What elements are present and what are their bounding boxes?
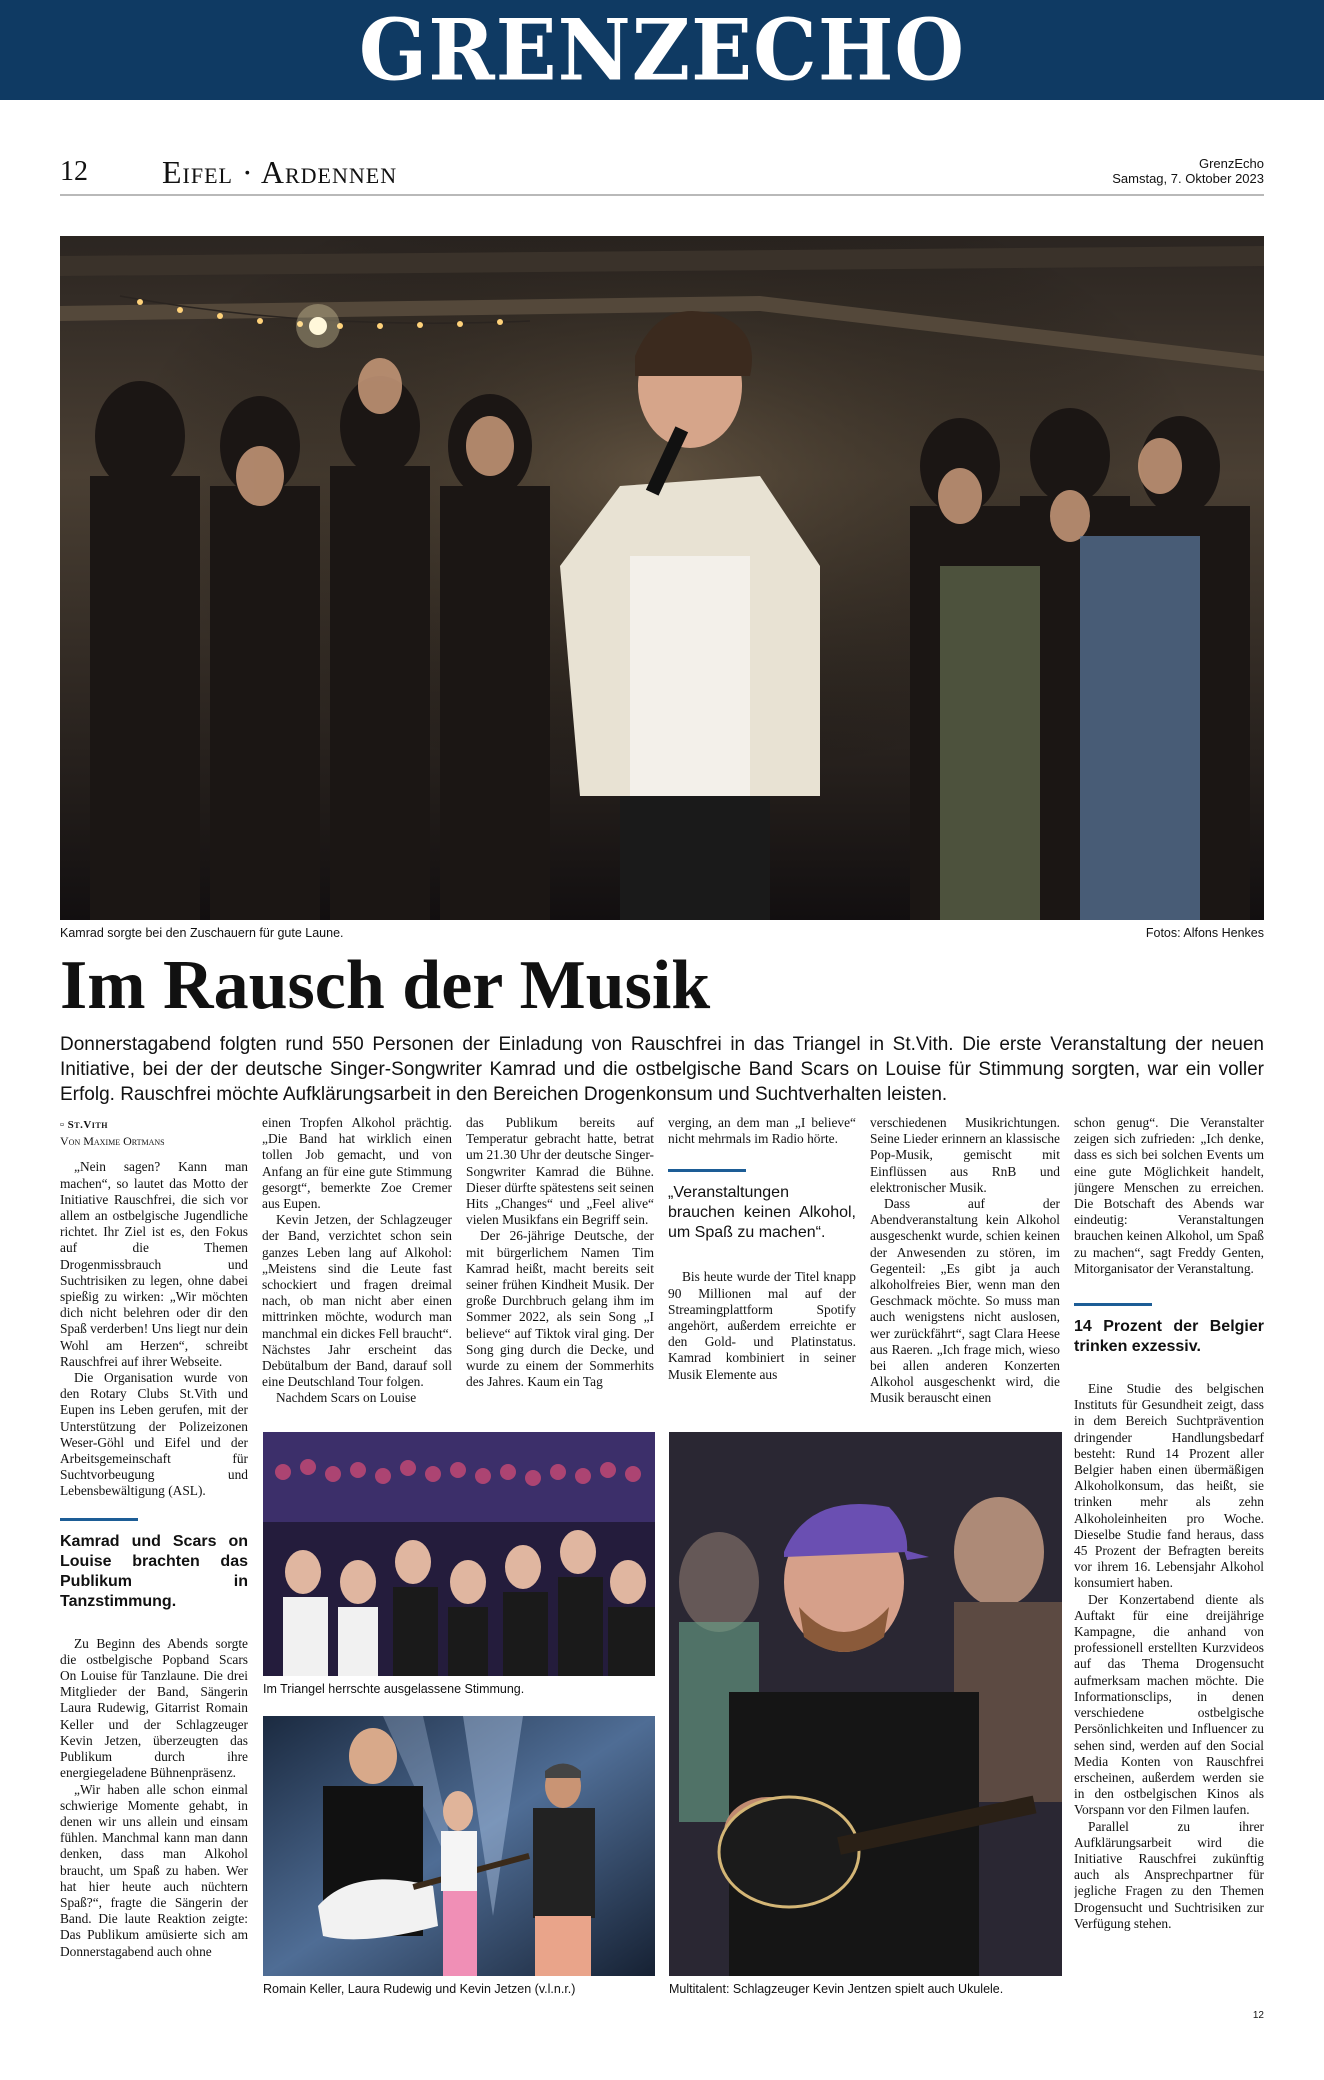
article-column-4 xyxy=(668,1115,856,1415)
section-title: Eifel · Ardennen xyxy=(162,154,398,190)
paragraph: Dass auf der Abendveranstaltung kein Alkohol ausgeschenkt wurde, schien keinen der Anwesenden zu stören, im Gegenteil: „Es gibt ja auch alkoholfreies Bier, wenn man den Geschmack möchte. So muss man auch wenigstens nicht auslosen, wer zurückfährt“, sagt Clara Heese aus Raeren. „Ich frage mich, wieso bei allen anderen Konzerten Alkohol ausgeschenkt wird, die Musik berauscht einen xyxy=(870,1196,1060,1406)
photo-credit: Fotos: Alfons Henkes xyxy=(1145,926,1264,940)
article-column-2 xyxy=(262,1115,452,1415)
paragraph: das Publikum bereits auf Temperatur gebracht hatte, betrat um 21.30 Uhr der deutsche Singer-Songwriter Kamrad die Bühne. Dieser dürfte spätestens seit seinen Hits „Changes“ und „Feel alive“ vielen Musikfans ein Begriff sein. xyxy=(466,1115,654,1228)
paragraph: Eine Studie des belgischen Instituts für Gesundheit zeigt, dass in dem Bereich Suchtprävention dringender Handlungsbedarf besteht: Rund 14 Prozent aller Belgier haben einen übermäßigen Alkoholkonsum, das heißt, sie trinken mehr als zehn Alkoholeinheiten pro Woche. Dieselbe Studie fand heraus, dass 45 Prozent der Befragten bereits vor ihrem 16. Lebensjahr Alkohol konsumiert haben. xyxy=(1074,1381,1264,1591)
paragraph: einen Tropfen Alkohol prächtig. „Die Band hat wirklich einen tollen Job gemacht, und von Anfang an für eine gute Stimmung gesorgt“, bemerkte Zoe Cremer aus Eupen. xyxy=(262,1115,452,1212)
subhead-kamrad-scars: Kamrad und Scars on Louise brachten das Publikum in Tanzstimmung. xyxy=(60,1518,248,1612)
page-number: 12 xyxy=(60,156,88,187)
band-photo-illustration xyxy=(263,1716,655,1976)
article-column-1 xyxy=(60,1117,248,1997)
main-photo-caption: Kamrad sorgte bei den Zuschauern für gute Laune. xyxy=(60,926,344,940)
publication-date: Samstag, 7. Oktober 2023 xyxy=(1112,171,1264,186)
paragraph: Der Konzertabend diente als Auftakt für eine dreijährige Kampagne, die anhand von professionell erstellten Kurzvideos auf das Thema Drogensucht aufmerksam machen möchte. Die Informationsclips, in denen verschiedene ostbelgische Persönlichkeiten und Influencer zu sehen sind, werden auf den Social Media Konten von Rauschfrei erscheinen, außerdem werden sie in den ostbelgischen Kinos als Vorspann vor den Filmen laufen. xyxy=(1074,1591,1264,1818)
main-photo-illustration xyxy=(60,236,1264,920)
article-column-6 xyxy=(1074,1115,1264,2005)
headline: Im Rausch der Musik xyxy=(60,947,711,1024)
paragraph: Parallel zu ihrer Aufklärungsarbeit wird die Initiative Rauschfrei zukünftig auch als Ansprechpartner für jegliche Fragen zu den Themen Drogensucht und Suchtrisiken zur Verfügung stehen. xyxy=(1074,1818,1264,1931)
pull-quote: „Veranstaltungen brauchen keinen Alkohol, um Spaß zu machen“. xyxy=(668,1169,856,1243)
header-publication-info xyxy=(1112,156,1264,186)
paragraph: Die Organisation wurde von den Rotary Clubs St.Vith und Eupen ins Leben gerufen, mit der Unterstützung der Polizeizonen Weser-Göhl und Eifel und der Arbeitsgemeinschaft für Suchtvorbeugung und Lebensbewältigung (ASL). xyxy=(60,1370,248,1499)
ukulele-photo-illustration xyxy=(669,1432,1062,1976)
dateline: ▫ St.Vith xyxy=(60,1119,108,1131)
ukulele-photo-caption: Multitalent: Schlagzeuger Kevin Jentzen spielt auch Ukulele. xyxy=(669,1982,1004,1996)
band-photo xyxy=(263,1716,655,1976)
publication-name: GrenzEcho xyxy=(1198,156,1264,171)
paragraph: verschiedenen Musikrichtungen. Seine Lieder erinnern an klassische Pop-Musik, gemischt mit Einflüssen aus RnB und elektronischer Musik. xyxy=(870,1115,1060,1195)
lead-paragraph: Donnerstagabend folgten rund 550 Personen der Einladung von Rauschfrei in das Triangel in St.Vith. Die erste Veranstaltung der neuen Initiative, bei der der deutsche Singer-Songwriter Kamrad und die ostbelgische Band Scars on Louise für Stimmung sorgten, war ein voller Erfolg. Rauschfrei möchte Aufklärungsarbeit in den Bereichen Drogenkonsum und Suchtverhalten leisten. xyxy=(60,1034,1264,1105)
crowd-photo xyxy=(263,1432,655,1676)
paragraph: „Nein sagen? Kann man machen“, so lautet das Motto der Initiative Rauschfrei, die sich vor allem an ostbelgische Jugendliche richtet. Ihr Ziel ist es, den Fokus auf die Themen Drogenmissbrauch und Suchtrisiken zu legen, ohne dabei spießig zu wirken: „Wir möchten dich nicht belehren oder dir den Spaß verderben! Uns liegt nur dein Wohl am Herzen“, schreibt Rauschfrei auf ihrer Webseite. xyxy=(60,1159,248,1369)
paragraph: Der 26-jährige Deutsche, der mit bürgerlichem Namen Tim Kamrad heißt, macht bereits seit seiner frühen Kindheit Musik. Der große Durchbruch gelang ihm im Sommer 2022, als sein Song „I believe“ auf Tiktok viral ging. Der Song ging durch die Decke, und wurde zu einem der Sommerhits des Jahres. Kaum ein Tag xyxy=(466,1228,654,1390)
main-photo-kamrad xyxy=(60,236,1264,920)
paragraph: Kevin Jetzen, der Schlagzeuger der Band, verzichtet schon sein ganzes Leben lang auf Alkohol: „Meistens sind die Leute fast schockiert und fragen dreimal nach, ob man nicht aber einen mittrinken möchte, wodurch man manchmal ein dickes Fell braucht“. Nächstes Jahr erscheint das Debütalbum der Band, darauf soll eine Deutschland Tour folgen. xyxy=(262,1212,452,1390)
masthead-title: GRENZECHO xyxy=(358,0,966,100)
paragraph: Nachdem Scars on Louise xyxy=(276,1390,417,1406)
article-column-3 xyxy=(466,1115,654,1415)
masthead xyxy=(0,0,1324,100)
paragraph: verging, an dem man „I believe“ nicht mehrmals im Radio hörte. xyxy=(668,1115,856,1147)
crowd-photo-illustration xyxy=(263,1432,655,1676)
article-column-5 xyxy=(870,1115,1060,1415)
ukulele-photo xyxy=(669,1432,1062,1976)
paragraph: „Wir haben alle schon einmal schwierige Momente gehabt, in denen wir uns allein und einsam fühlen. Manchmal kann man dann denken, dass man Alkohol braucht, um Spaß zu haben. Wer hat hier heute auch nüchtern Spaß?“, fragte die Sängerin der Band. Die laute Reaktion zeigte: Das Publikum amüsierte sich am Donnerstagabend auch ohne xyxy=(60,1781,248,1959)
footer-page-number: 12 xyxy=(1252,2010,1264,2021)
band-photo-caption: Romain Keller, Laura Rudewig und Kevin Jetzen (v.l.n.r.) xyxy=(263,1982,576,1996)
page-header xyxy=(60,148,1264,196)
paragraph: Zu Beginn des Abends sorgte die ostbelgische Popband Scars On Louise für Tanzlaune. Die drei Mitglieder der Band, Sängerin Laura Rudewig, Gitarrist Romain Keller und der Schlagzeuger Kevin Jetzen, überzeugten das Publikum durch ihre energiegeladene Bühnenpräsenz. xyxy=(60,1635,248,1781)
subhead-belgier: 14 Prozent der Belgier trinken exzessiv. xyxy=(1074,1303,1264,1357)
paragraph: Bis heute wurde der Titel knapp 90 Millionen mal auf der Streamingplattform Spotify angehört, außerdem erreichte er den Gold- und Platinstatus. Kamrad kombiniert in seiner Musik Elemente aus xyxy=(668,1269,856,1382)
crowd-photo-caption: Im Triangel herrschte ausgelassene Stimmung. xyxy=(263,1682,525,1696)
paragraph: schon genug“. Die Veranstalter zeigen sich zufrieden: „Ich denke, dass es sich bei solchen Events um eine gute Möglichkeit handelt, jüngere Menschen zu erreichen. Die Botschaft des Abends war eindeutig: Veranstaltungen brauchen keinen Alkohol, um Spaß zu machen“, sagt Freddy Genten, Mitorganisator der Veranstaltung. xyxy=(1074,1115,1264,1276)
byline: Von Maxime Ortmans xyxy=(60,1134,165,1149)
